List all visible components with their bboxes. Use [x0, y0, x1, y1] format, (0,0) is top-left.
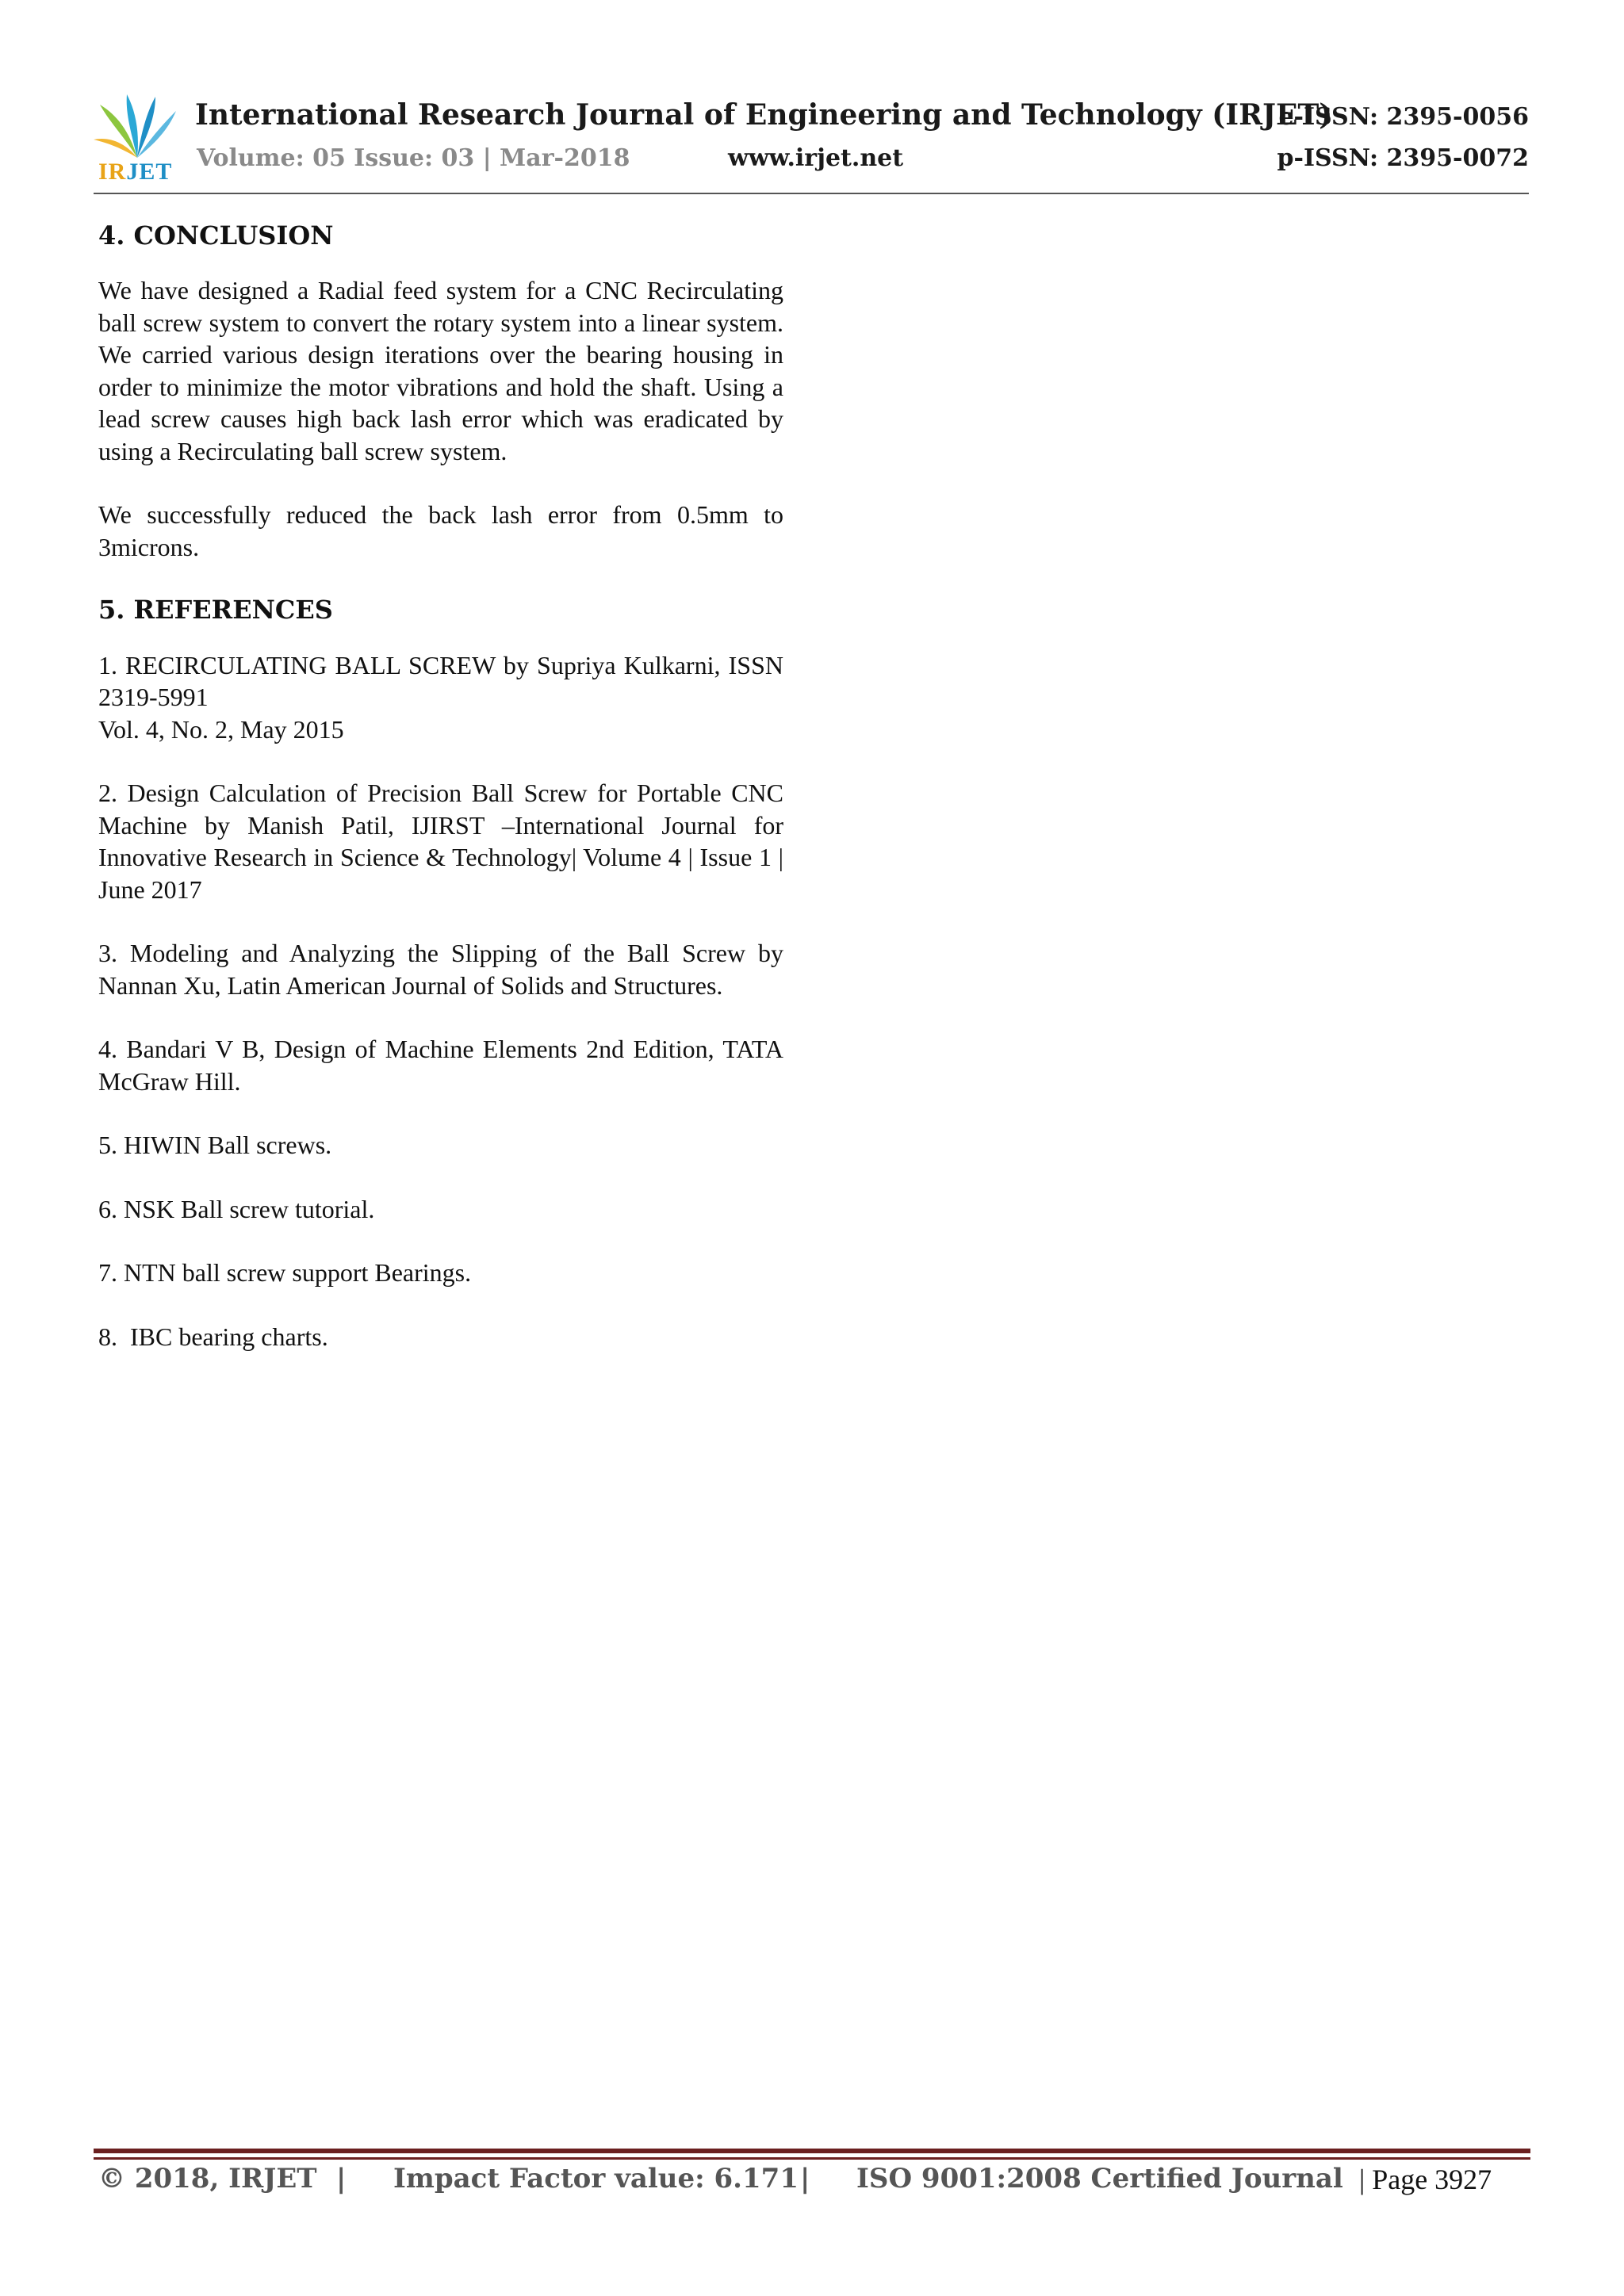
reference-item: 4. Bandari V B, Design of Machine Elements 2nd Edition, TATA McGraw Hill.: [98, 1035, 783, 1096]
reference-item: 8. IBC bearing charts.: [98, 1322, 328, 1351]
logo-leaf-icon: [94, 90, 181, 162]
reference-item: 3. Modeling and Analyzing the Slipping of the Ball Screw by Nannan Xu, Latin American Journal of Solids and Structures.: [98, 939, 783, 1000]
main-column: [98, 220, 783, 1384]
conclusion-heading: 4. CONCLUSION: [98, 220, 334, 251]
footer-divider-thin: [94, 2157, 1530, 2160]
footer-page-number: | Page 3927: [1359, 2164, 1492, 2195]
footer-impact-factor: Impact Factor value: 6.171: [393, 2163, 799, 2195]
reference-item: 2. Design Calculation of Precision Ball Screw for Portable CNC Machine by Manish Patil, IJIRST –International Journal for Innovative Research in Science & Technology| Volume 4 | Issue 1 | June 2017: [98, 779, 783, 904]
volume-issue: Volume: 05 Issue: 03 | Mar-2018: [197, 144, 630, 172]
e-issn: e-ISSN: 2395-0056: [1278, 103, 1529, 131]
irjet-logo: [94, 90, 181, 186]
journal-website: www.irjet.net: [728, 144, 904, 172]
reference-text: 1. RECIRCULATING BALL SCREW by Supriya Kulkarni, ISSN 2319-5991: [98, 650, 783, 712]
reference-item: [98, 649, 783, 746]
page-footer: [98, 2163, 1534, 2202]
reference-extra: Vol. 4, No. 2, May 2015: [98, 714, 344, 744]
reference-item: 7. NTN ball screw support Bearings.: [98, 1258, 472, 1288]
logo-wordmark: IRJET: [98, 159, 173, 185]
footer-divider-thick: [94, 2149, 1530, 2153]
footer-separator: |: [336, 2163, 347, 2195]
header-divider: [94, 193, 1529, 194]
conclusion-paragraph-2: We successfully reduced the back lash error from 0.5mm to 3microns.: [98, 500, 783, 561]
footer-copyright: © 2018, IRJET: [98, 2163, 317, 2195]
footer-separator: |: [800, 2163, 810, 2195]
p-issn: p-ISSN: 2395-0072: [1277, 144, 1529, 172]
references-heading: 5. REFERENCES: [98, 595, 333, 626]
conclusion-paragraph-1: We have designed a Radial feed system for a CNC Recirculating ball screw system to convert the rotary system into a linear system. We carried various design iterations over the bearing housing in order to minimize the motor vibrations and hold the shaft. Using a lead screw causes high back lash error which was eradicated by using a Recirculating ball screw system.: [98, 276, 783, 465]
footer-iso: ISO 9001:2008 Certified Journal: [856, 2163, 1343, 2195]
reference-item: 5. HIWIN Ball screws.: [98, 1131, 332, 1160]
journal-title: International Research Journal of Engineering and Technology (IRJET): [195, 98, 1333, 132]
page-header: [94, 87, 1529, 198]
reference-item: 6. NSK Ball screw tutorial.: [98, 1194, 375, 1223]
